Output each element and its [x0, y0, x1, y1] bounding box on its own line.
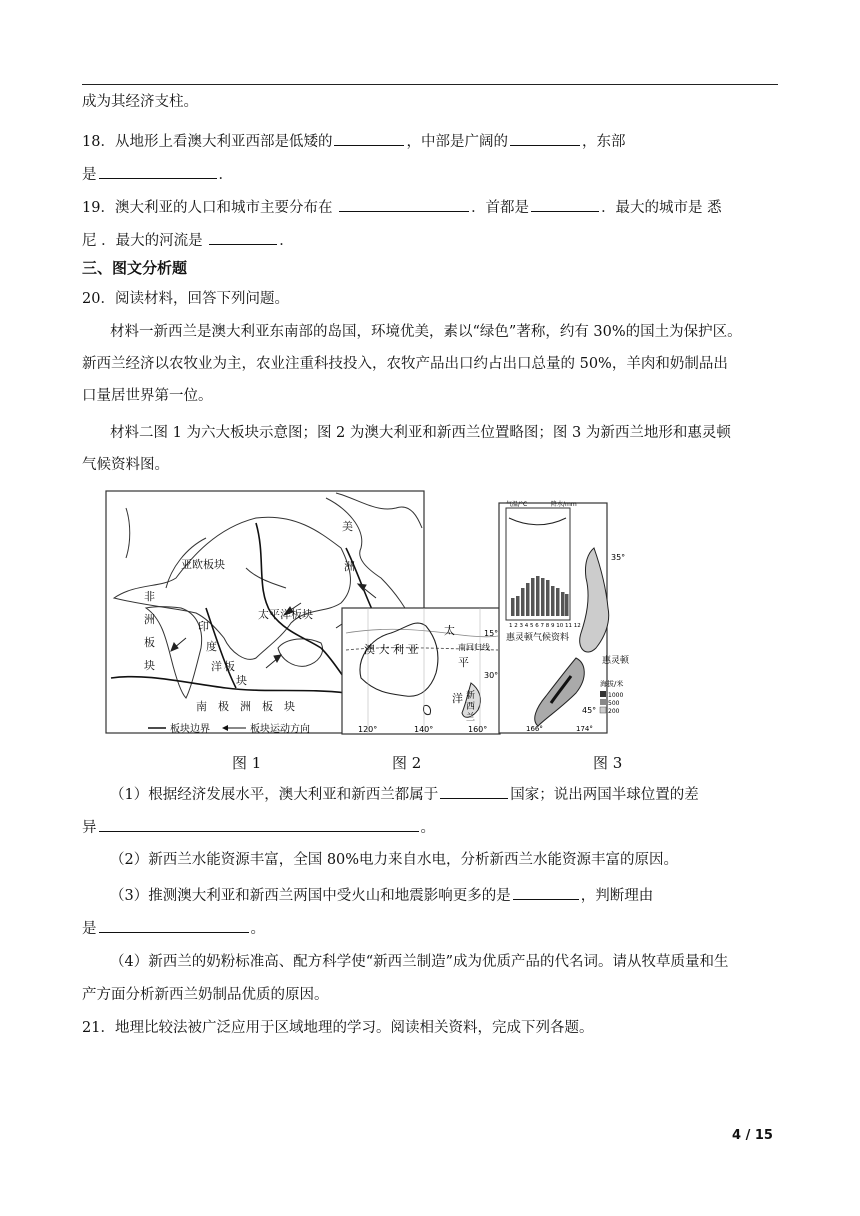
question-19	[82, 196, 722, 218]
label-pacific: 太	[444, 624, 455, 637]
material-2: 气候资料图。	[82, 457, 169, 473]
answer-blank[interactable]	[510, 130, 580, 146]
answer-blank[interactable]	[440, 783, 508, 799]
label-tropic: 南回归线	[458, 643, 490, 652]
sub-question-2: （2）新西兰水能资源丰富，全国 80%电力来自水电，分析新西兰水能资源丰富的原因。	[110, 852, 679, 868]
label-antarctic-plate: 南 极 洲 板 块	[196, 700, 295, 713]
material-1: 材料一新西兰是澳大利亚东南部的岛国，环境优美，素以“绿色”著称，约有 30%的国土为保护区。	[110, 324, 742, 340]
label-african-plate: 洲	[144, 613, 155, 626]
text: 19．澳大利亚的人口和城市主要分布在	[82, 200, 333, 216]
label-indian-plate: 印	[198, 620, 209, 633]
legend-boundary: 板块边界	[170, 724, 210, 735]
label-pacific: 洋	[452, 692, 463, 705]
legend-direction: 板块运动方向	[250, 724, 310, 735]
text: 18．从地形上看澳大利亚西部是低矮的	[82, 134, 333, 150]
caption-figure-2: 图 2	[392, 754, 422, 772]
label-wellington: 惠灵顿	[602, 656, 630, 666]
chart-title: 惠灵顿气候资料	[506, 633, 570, 643]
answer-blank[interactable]	[513, 884, 579, 900]
question-19-cont	[82, 229, 294, 251]
text: 异	[82, 820, 97, 836]
label-america: 洲	[344, 560, 355, 573]
text: （3）推测澳大利亚和新西兰两国中受火山和地震影响更多的是	[110, 888, 511, 904]
label-pacific-plate: 太平洋板块	[258, 608, 313, 621]
label-nz: 兰	[466, 713, 476, 723]
label-lon: 174°	[576, 725, 593, 733]
text: 。	[420, 820, 435, 836]
text: ．最大的城市是 悉	[601, 200, 722, 216]
label-lat: 35°	[611, 553, 626, 562]
question-21: 21．地理比较法被广泛应用于区域地理的学习。阅读相关资料，完成下列各题。	[82, 1020, 594, 1036]
label-lat: 30°	[484, 671, 499, 680]
sub-question-3-cont	[82, 917, 265, 939]
label-eurasian-plate: 亚欧板块	[181, 558, 225, 571]
figure-3	[499, 500, 630, 733]
label-african-plate: 板	[144, 636, 155, 649]
text: ．	[279, 233, 294, 249]
figures-maps	[106, 488, 630, 738]
material-1: 口量居世界第一位。	[82, 388, 213, 404]
axis-label: 降水/mm	[551, 501, 577, 508]
text: 尼 ．最大的河流是	[82, 233, 203, 249]
label-lat: 45°	[582, 706, 597, 715]
label-nz: 新	[466, 691, 476, 701]
legend-title: 海拔/米	[600, 680, 624, 688]
section-heading: 三、图文分析题	[82, 259, 188, 277]
label-indian-plate: 板	[224, 660, 235, 673]
text: ，判断理由	[580, 888, 654, 904]
sub-question-3	[110, 884, 653, 906]
material-2: 材料二图 1 为六大板块示意图；图 2 为澳大利亚和新西兰位置略图；图 3 为新西兰地形和惠灵顿	[110, 425, 731, 441]
question-18	[82, 130, 625, 152]
text: ，东部	[581, 134, 626, 150]
label-indian-plate: 洋	[211, 660, 222, 673]
answer-blank[interactable]	[339, 196, 469, 212]
label-indian-plate: 块	[236, 674, 247, 687]
text: 是	[82, 921, 97, 937]
month-labels: 1 2 3 4 5 6 7 8 9 10 11 12	[509, 623, 581, 629]
text: （1）根据经济发展水平，澳大利亚和新西兰都属于	[110, 787, 439, 803]
sub-question-4-cont: 产方面分析新西兰奶制品优质的原因。	[82, 987, 329, 1003]
header-rule	[82, 84, 778, 85]
text: 国家；说出两国半球位置的差	[510, 787, 699, 803]
sub-question-4: （4）新西兰的奶粉标准高、配方科学使“新西兰制造”成为优质产品的代名词。请从牧草质量和生	[110, 954, 729, 970]
sub-question-1	[110, 783, 699, 805]
label-america: 美	[342, 520, 353, 533]
label-african-plate: 块	[144, 659, 155, 672]
label-nz: 西	[466, 702, 476, 712]
answer-blank[interactable]	[531, 196, 599, 212]
label-lon: 166°	[526, 725, 543, 733]
text: 。	[250, 921, 265, 937]
label-indian-plate: 度	[206, 640, 217, 653]
answer-blank[interactable]	[209, 229, 277, 245]
legend-value: 500	[608, 700, 620, 707]
label-lon: 160°	[468, 725, 488, 734]
axis-label: 气温/°C	[506, 501, 528, 508]
question-20: 20．阅读材料，回答下列问题。	[82, 291, 289, 307]
legend-value: 200	[608, 708, 620, 715]
caption-figure-3: 图 3	[593, 754, 623, 772]
answer-blank[interactable]	[334, 130, 404, 146]
text: ．	[218, 167, 233, 183]
text-line: 成为其经济支柱。	[82, 94, 198, 110]
text: ，中部是广阔的	[406, 134, 508, 150]
question-18-cont	[82, 163, 233, 185]
label-pacific: 平	[458, 656, 469, 669]
label-lon: 120°	[358, 725, 378, 734]
label-lat: 15°	[484, 629, 499, 638]
answer-blank[interactable]	[99, 816, 419, 832]
page-number: 4 / 15	[732, 1128, 773, 1143]
answer-blank[interactable]	[99, 917, 249, 933]
answer-blank[interactable]	[99, 163, 217, 179]
sub-question-1-cont	[82, 816, 435, 838]
label-lon: 140°	[414, 725, 434, 734]
text: ．首都是	[471, 200, 530, 216]
label-african-plate: 非	[144, 590, 155, 603]
figure-2	[342, 608, 500, 734]
label-australia: 澳 大 利 亚	[364, 643, 419, 656]
caption-figure-1: 图 1	[232, 754, 262, 772]
material-1: 新西兰经济以农牧业为主，农业注重科技投入，农牧产品出口约占出口总量的 50%，羊肉和奶制品出	[82, 356, 728, 372]
legend-value: 1000	[608, 692, 624, 699]
text: 是	[82, 167, 97, 183]
